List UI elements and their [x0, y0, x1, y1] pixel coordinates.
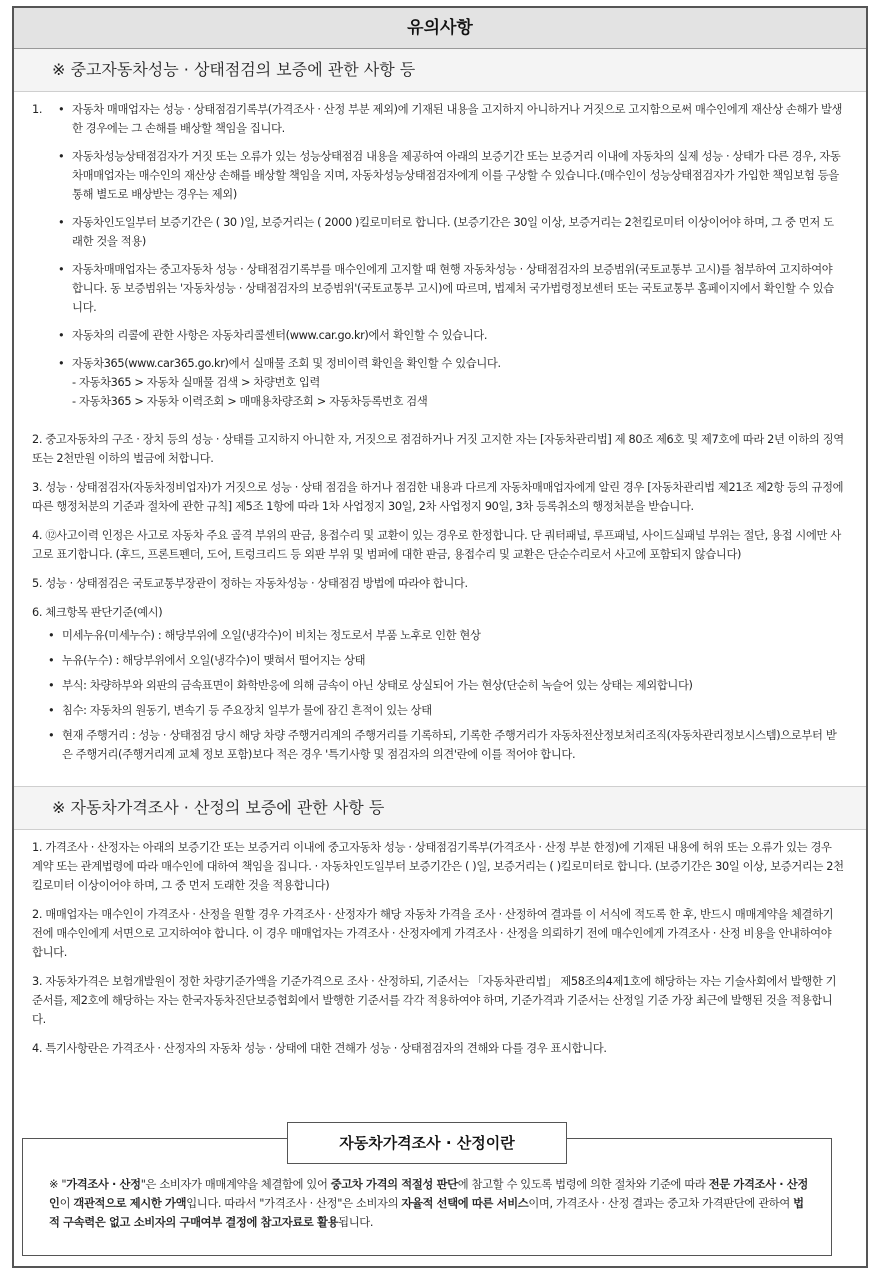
- car365-path-2: - 자동차365 > 자동차 이력조회 > 매매용차량조회 > 자동차등록번호 검색: [72, 395, 428, 408]
- section2-item-1: 1. 가격조사 · 산정자는 아래의 보증기간 또는 보증거리 이내에 중고자동차 성능 · 상태점검기록부(가격조사 · 산정 부분 한정)에 기재된 내용에 허위 또는 오류가 있는 경우 계약 또는 관계법령에 따라 매수인에 대하여 책임을 집니다. · 자동차인도일부터 보증기간은 ( )일, 보증거리는 ( )킬로미터로 합니다. (보증기간은 30일 이상, 보증거리는 2천킬로미터 이상이어야 하며, 그 중 먼저 도래한 것을 적용합니다): [32, 841, 844, 892]
- box-text-bold: 가격조사 · 산정: [66, 1178, 141, 1191]
- page-title: 유의사항: [14, 8, 866, 49]
- criteria-item: • 현재 주행거리 : 성능 · 상태점검 당시 해당 차량 주행거리계의 주행거리를 기록하되, 기록한 주행거리가 자동차전산정보처리조직(자동차관리정보시스템)으로부터 받은 주행거리(주행거리계 교체 정보 포함)보다 적은 경우 '특기사항 및 점검자의 의견'란에 이를 적어야 합니다.: [44, 726, 844, 764]
- bullet-item: • 자동차성능상태점검자가 거짓 또는 오류가 있는 성능상태점검 내용을 제공하여 아래의 보증기간 또는 보증거리 이내에 자동차의 실제 성능 · 상태가 다른 경우, 자동차매매업자는 매수인의 재산상 손해를 배상할 책임을 지며, 자동차성능상태점검자에게 이를 구상할 수 있습니다.(매수인이 성능상태점검자가 가입한 책임보험 등을 통해 별도로 배상받는 경우는 제외): [54, 147, 844, 204]
- section2-item-4: 4. 특기사항란은 가격조사 · 산정자의 자동차 성능 · 상태에 대한 견해가 성능 · 상태점검자의 견해와 다를 경우 표시합니다.: [32, 1042, 607, 1055]
- bullet-item: • 자동차의 리콜에 관한 사항은 자동차리콜센터(www.car.go.kr)에서 확인할 수 있습니다.: [54, 326, 844, 345]
- box-text-part: 됩니다.: [338, 1216, 374, 1229]
- info-box-title: 자동차가격조사 · 산정이란: [287, 1122, 567, 1164]
- box-text-part: "은 소비자가 매매계약을 체결함에 있어: [140, 1178, 331, 1191]
- box-text-bold: 객관적으로 제시한 가액: [73, 1197, 187, 1210]
- item-number: 1.: [32, 103, 43, 116]
- section1-heading: ※ 중고자동차성능 · 상태점검의 보증에 관한 사항 등: [14, 49, 866, 92]
- bullet-item: • 자동차매매업자는 중고자동차 성능 · 상태점검기록부를 매수인에게 고지할 때 현행 자동차성능 · 상태점검자의 보증범위(국토교통부 고시)를 첨부하여 고지하여야 합니다. 동 보증범위는 '자동차성능 · 상태점검자의 보증범위'(국토교통부 고시)에 따르며, 법제처 국가법령정보센터 또는 국토교통부 홈페이지에서 확인할 수 있습니다.: [54, 260, 844, 317]
- car365-text: • 자동차365(www.car365.go.kr)에서 실매물 조회 및 정비이력 확인을 확인할 수 있습니다.: [72, 357, 501, 370]
- section1-item-2: 2. 중고자동차의 구조 · 장치 등의 성능 · 상태를 고지하지 아니한 자, 거짓으로 점검하거나 거짓 고지한 자는 [자동차관리법] 제 80조 제6호 및 제7호에 따라 2년 이하의 징역 또는 2천만원 이하의 벌금에 처합니다.: [32, 433, 844, 465]
- box-text-part: 입니다. 따라서 "가격조사 · 산정"은 소비자의: [186, 1197, 402, 1210]
- bullet-item: • 자동차 매매업자는 성능 · 상태점검기록부(가격조사 · 산정 부분 제외)에 기재된 내용을 고지하지 아니하거나 거짓으로 고지함으로써 매수인에게 재산상 손해가 발생한 경우에는 그 손해를 배상할 책임을 집니다.: [54, 100, 844, 138]
- box-text-part: 이며, 가격조사 · 산정 결과는 중고차 가격판단에 관하여: [528, 1197, 794, 1210]
- section2-body: [14, 830, 866, 1078]
- box-text-bold: 전문 가격조사 · 산정인: [49, 1178, 808, 1210]
- car365-path-1: - 자동차365 > 자동차 실매물 검색 > 차량번호 입력: [72, 376, 320, 389]
- item1-bullet-list: [54, 100, 844, 420]
- section1-item-1: [32, 100, 844, 420]
- criteria-item: • 미세누유(미세누수) : 해당부위에 오일(냉각수)이 비치는 정도로서 부품 노후로 인한 현상: [44, 626, 844, 645]
- info-box-text: [49, 1175, 813, 1232]
- criteria-item: • 누유(누수) : 해당부위에서 오일(냉각수)이 맺혀서 떨어지는 상태: [44, 651, 844, 670]
- box-text-part: 에 참고할 수 있도록 법령에 의한 절차와 기준에 따라: [457, 1178, 709, 1191]
- box-text-bold: 법적 구속력은 없고 소비자의 구매여부 결정에 참고자료로 활용: [49, 1197, 804, 1229]
- section2-item-3: 3. 자동차가격은 보험개발원이 정한 차량기준가액을 기준가격으로 조사 · 산정하되, 기준서는 「자동차관리법」 제58조의4제1호에 해당하는 자는 기술사회에서 발행한 기준서를, 제2호에 해당하는 자는 한국자동차진단보증협회에서 발행한 기준서를 각각 적용하여야 하며, 기준가격과 기준서는 산정일 기준 가장 최근에 발행된 것을 적용합니다.: [32, 975, 837, 1026]
- bullet-item-car365: [54, 354, 844, 411]
- price-survey-info-box: [22, 1134, 832, 1256]
- section1-item-5: 5. 성능 · 상태점검은 국토교통부장관이 정하는 자동차성능 · 상태점검 방법에 따라야 합니다.: [32, 577, 468, 590]
- section1-item-4: 4. ⑫사고이력 인정은 사고로 자동차 주요 골격 부위의 판금, 용접수리 및 교환이 있는 경우로 한정합니다. 단 쿼터패널, 루프패널, 사이드실패널 부위는 절단, 용접 시에만 사고로 표기합니다. (후드, 프론트펜더, 도어, 트렁크리드 등 외판 부위 및 범퍼에 대한 판금, 용접수리 및 교환은 단순수리로서 사고에 포함되지 않습니다): [32, 529, 841, 561]
- section2-item-2: 2. 매매업자는 매수인이 가격조사 · 산정을 원할 경우 가격조사 · 산정자가 해당 자동차 가격을 조사 · 산정하여 결과를 이 서식에 적도록 한 후, 반드시 매매계약을 체결하기 전에 매수인에게 서면으로 고지하여야 합니다. 이 경우 매매업자는 가격조사 · 산정자에게 가격조사 · 산정을 의뢰하기 전에 매수인에게 가격조사 · 산정 비용을 안내하여야 합니다.: [32, 908, 834, 959]
- section2-heading: ※ 자동차가격조사 · 산정의 보증에 관한 사항 등: [14, 787, 866, 830]
- item6-heading: 6. 체크항목 판단기준(예시): [32, 606, 163, 619]
- section1-body: [14, 92, 866, 780]
- section1-item-6: [32, 603, 844, 764]
- criteria-item: • 침수: 자동차의 원동기, 변속기 등 주요장치 일부가 물에 잠긴 흔적이 있는 상태: [44, 701, 844, 720]
- section1-item-3: 3. 성능 · 상태점검자(자동차정비업자)가 거짓으로 성능 · 상태 점검을 하거나 점검한 내용과 다르게 자동차매매업자에게 알린 경우 [자동차관리법 제21조 제2항 등의 규정에 따른 행정처분의 기준과 절차에 관한 규칙] 제5조 1항에 따라 1차 사업정지 30일, 2차 사업정지 90일, 3차 등록취소의 행정처분을 받습니다.: [32, 481, 844, 513]
- section2: [14, 786, 866, 1078]
- box-text-bold: 중고차 가격의 적절성 판단: [330, 1178, 458, 1191]
- criteria-item: • 부식: 차량하부와 외판의 금속표면이 화학반응에 의해 금속이 아닌 상태로 상실되어 가는 현상(단순히 녹슬어 있는 상태는 제외합니다): [44, 676, 844, 695]
- box-text-bold: 자율적 선택에 따른 서비스: [401, 1197, 529, 1210]
- box-text-part: ※ ": [49, 1178, 67, 1191]
- item6-bullet-list: [44, 626, 844, 764]
- box-text-part: 이: [59, 1197, 74, 1210]
- bullet-item: • 자동차인도일부터 보증기간은 ( 30 )일, 보증거리는 ( 2000 )킬로미터로 합니다. (보증기간은 30일 이상, 보증거리는 2천킬로미터 이상이어야 하며, 그 중 먼저 도래한 것을 적용): [54, 213, 844, 251]
- notice-sheet: [12, 6, 868, 1268]
